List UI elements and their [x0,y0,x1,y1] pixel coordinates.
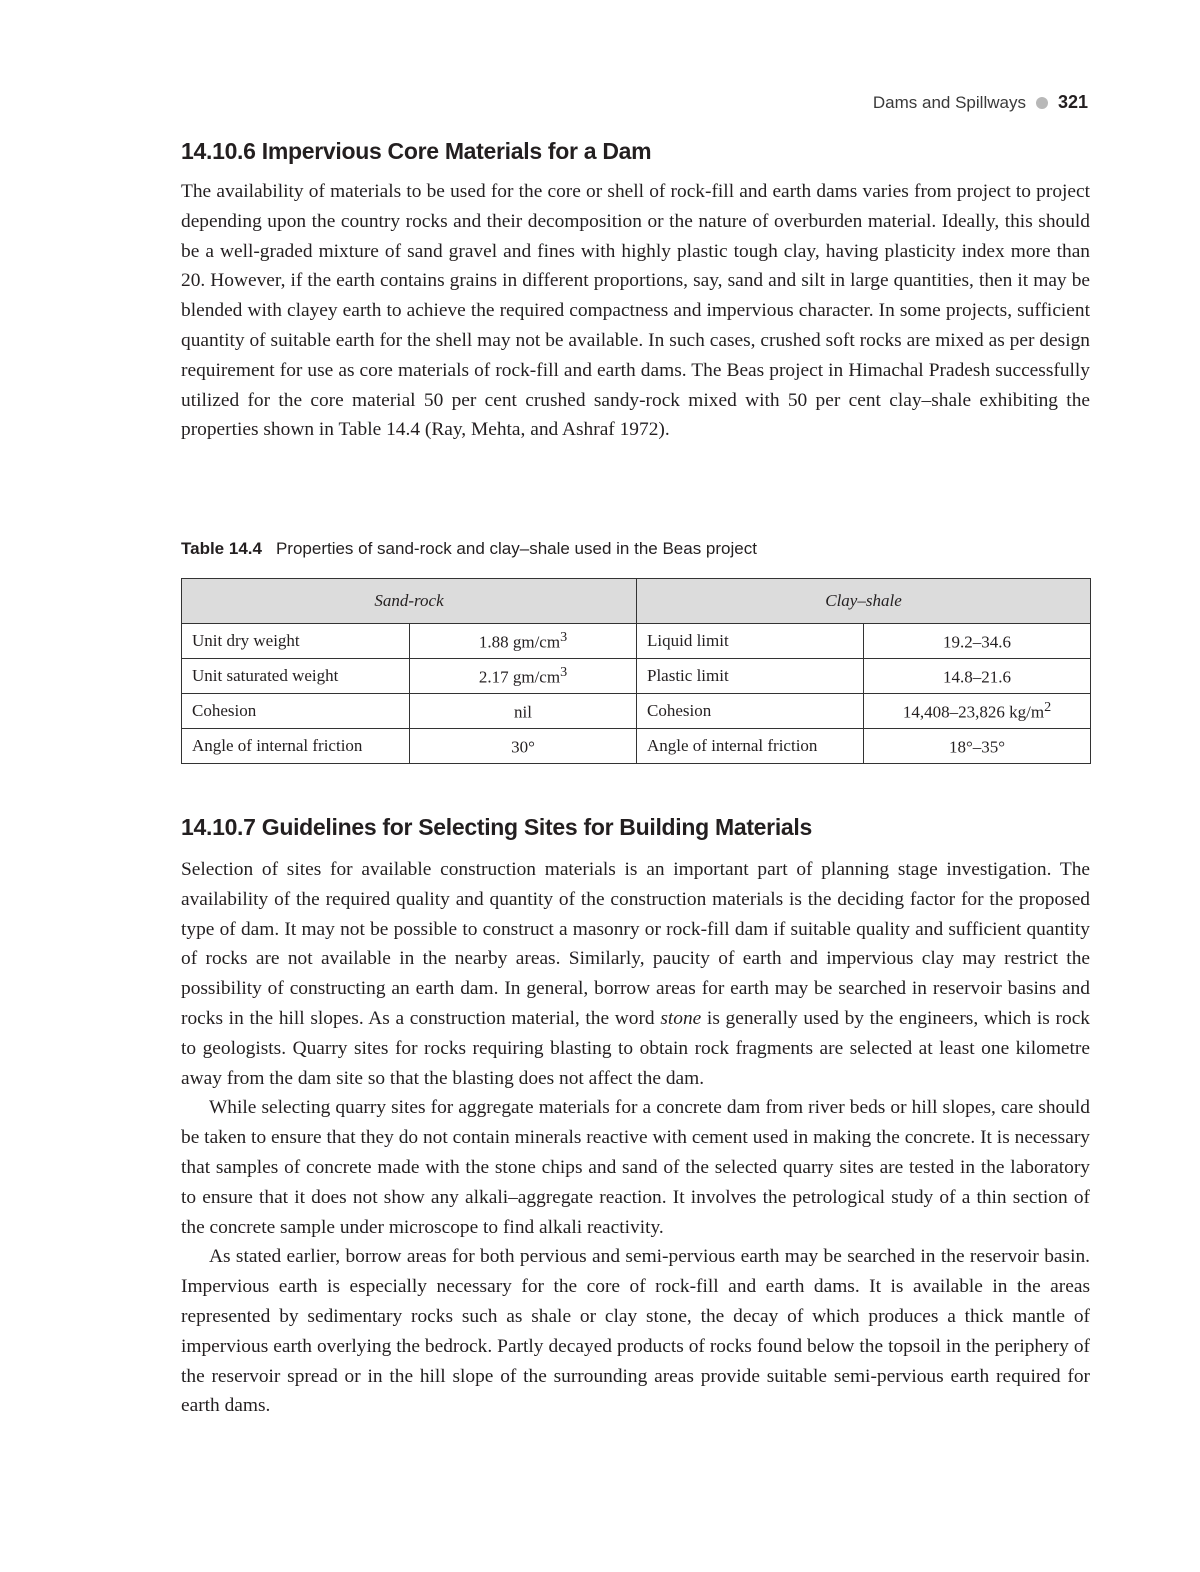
property-cell: Plastic limit [637,659,864,694]
table-row [182,624,1091,659]
value-cell: 19.2–34.6 [864,624,1091,659]
property-cell: Unit dry weight [182,624,410,659]
value-cell: 30° [410,729,637,764]
value-cell: 2.17 $gm/cm^3$ [410,659,637,694]
value-cell: 14,408–23,826 $kg/m^2$ [864,694,1091,729]
header-sand-rock: Sand-rock [182,579,637,624]
section-14-10-7 [181,814,1090,841]
table-14-4 [181,578,1090,764]
value-cell: 14.8–21.6 [864,659,1091,694]
paragraph: Selection of sites for available construction materials is an important part of planning stage investigation. The availability of the required quality and quantity of the construction materials is the deciding factor for the proposed type of dam. It may not be possible to construct a masonry or rock-fill dam if suitable quality and sufficient quantity of rocks are not available in the nearby areas. Similarly, paucity of earth and impervious clay may restrict the possibility of constructing an earth dam. In general, borrow areas for earth may be searched in reservoir basins and rocks in the hill slopes. As a construction material, the word stone is generally used by the engineers, which is rock to geologists. Quarry sites for rocks requiring blasting to obtain rock fragments are selected at least one kilometre away from the dam site so that the blasting does not affect the dam. [181,859,1090,1089]
section-2-body [181,855,1090,1421]
properties-table [181,578,1091,764]
paragraph: While selecting quarry sites for aggregate materials for a concrete dam from river beds or hill slopes, care should be taken to ensure that they do not contain minerals reactive with cement used in making the concrete. It is necessary that samples of concrete made with the stone chips and sand of the selected quarry sites are tested in the laboratory to ensure that it does not show any alkali–aggregate reaction. It involves the petrological study of a thin section of the concrete sample under microscope to find alkali reactivity. [181,1097,1090,1238]
section-14-10-6 [181,138,1090,165]
table-header-row [182,579,1091,624]
table-label: Table 14.4 [181,539,262,558]
section-heading: 14.10.7 Guidelines for Selecting Sites for Building Materials [181,814,812,840]
property-cell: Cohesion [182,694,410,729]
section-1-body [181,177,1090,445]
paragraph: As stated earlier, borrow areas for both pervious and semi-pervious earth may be searched in the reservoir basin. Impervious earth is especially necessary for the core of rock-fill and earth dams. It is available in the areas represented by sedimentary rocks such as shale or clay stone, the decay of which produces a thick mantle of impervious earth overlying the bedrock. Partly decayed products of rocks found below the topsoil in the periphery of the reservoir spread or in the hill slope of the surrounding areas provide suitable semi-pervious earth required for earth dams. [181,1246,1090,1417]
table-caption-text: Properties of sand-rock and clay–shale used in the Beas project [275,539,757,558]
property-cell: Liquid limit [637,624,864,659]
table-caption [181,539,1090,559]
table-row [182,659,1091,694]
value-cell: nil [410,694,637,729]
property-cell: Angle of internal friction [637,729,864,764]
table-row [182,729,1091,764]
running-head [873,92,1088,113]
property-cell: Cohesion [637,694,864,729]
header-clay-shale: Clay–shale [637,579,1091,624]
italic-term: stone [660,1007,702,1029]
value-cell: 1.88 $gm/cm^3$ [410,624,637,659]
bullet-dot-icon [1036,97,1048,109]
paragraph: The availability of materials to be used for the core or shell of rock-fill and earth dams varies from project to project depending upon the country rocks and their decomposition or the nature of overburden material. Ideally, this should be a well-graded mixture of sand gravel and fines with highly plastic tough clay, having plasticity index more than 20. However, if the earth contains grains in different proportions, say, sand and silt in large quantities, then it may be blended with clayey earth to achieve the required compactness and impervious character. In some projects, sufficient quantity of suitable earth for the shell may not be available. In such cases, crushed soft rocks are mixed as per design requirement for use as core materials of rock-fill and earth dams. The Beas project in Himachal Pradesh successfully utilized for the core material 50 per cent crushed sandy-rock mixed with 50 per cent clay–shale exhibiting the properties shown in Table 14.4 (Ray, Mehta, and Ashraf 1972). [181,181,1090,441]
property-cell: Unit saturated weight [182,659,410,694]
table-row [182,694,1091,729]
page-number: 321 [1057,92,1088,112]
running-head-title: Dams and Spillways [872,92,1026,112]
value-cell: 18°–35° [864,729,1091,764]
section-heading: 14.10.6 Impervious Core Materials for a Dam [181,138,652,164]
property-cell: Angle of internal friction [182,729,410,764]
